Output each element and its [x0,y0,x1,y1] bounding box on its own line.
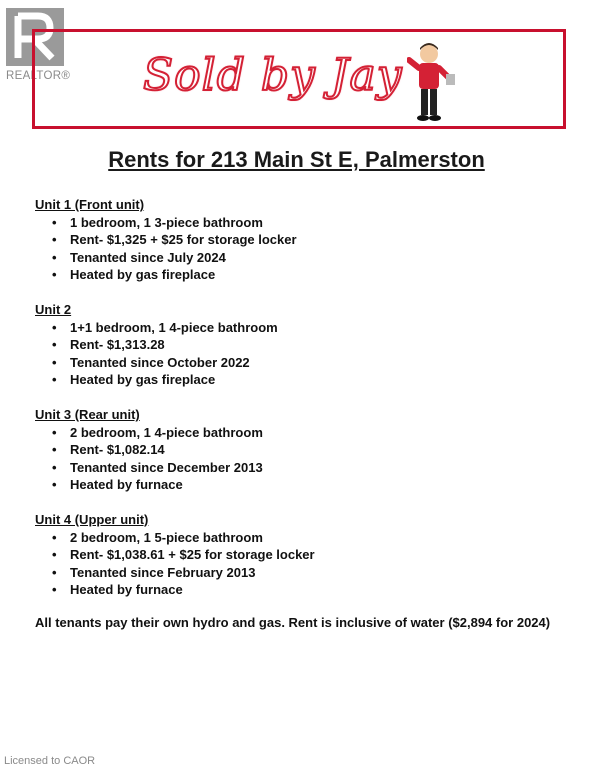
list-item: • Rent- $1,038.61 + $25 for storage locker [70,546,575,564]
unit-heading: Unit 1 (Front unit) [35,197,145,212]
unit-4 [35,511,575,599]
license-watermark: Licensed to CAOR [4,755,96,767]
unit-details-list [35,319,575,389]
sold-by-jay-banner [32,29,566,129]
unit-3 [35,406,575,494]
list-item: • Rent- $1,313.28 [70,336,575,354]
list-item: • 1 bedroom, 1 3-piece bathroom [70,214,575,232]
list-item: • 1+1 bedroom, 1 4-piece bathroom [70,319,575,337]
unit-2 [35,301,575,389]
list-item: • Tenanted since October 2022 [70,354,575,372]
list-item: • Tenanted since December 2013 [70,459,575,477]
list-item: • Tenanted since July 2024 [70,249,575,267]
unit-heading: Unit 2 [35,302,72,317]
list-item: • 2 bedroom, 1 4-piece bathroom [70,424,575,442]
rent-details [35,196,575,631]
list-item: • Heated by gas fireplace [70,266,575,284]
banner-script-text: Sold by Jay [143,50,403,101]
unit-details-list [35,529,575,599]
unit-details-list [35,424,575,494]
unit-details-list [35,214,575,284]
utilities-note: All tenants pay their own hydro and gas. Rent is inclusive of water ($2,894 for 2024) [35,615,551,630]
list-item: • Tenanted since February 2013 [70,564,575,582]
list-item: • Rent- $1,325 + $25 for storage locker [70,231,575,249]
unit-1 [35,196,575,284]
list-item: • Heated by furnace [70,581,575,599]
unit-heading: Unit 3 (Rear unit) [35,407,140,422]
unit-heading: Unit 4 (Upper unit) [35,512,149,527]
list-item: • Heated by gas fireplace [70,371,575,389]
list-item: • 2 bedroom, 1 5-piece bathroom [70,529,575,547]
list-item: • Heated by furnace [70,476,575,494]
mascot-icon [407,40,457,124]
realtor-label: REALTOR® [6,70,71,82]
page-title: Rents for 213 Main St E, Palmerston [108,147,485,172]
list-item: • Rent- $1,082.14 [70,441,575,459]
